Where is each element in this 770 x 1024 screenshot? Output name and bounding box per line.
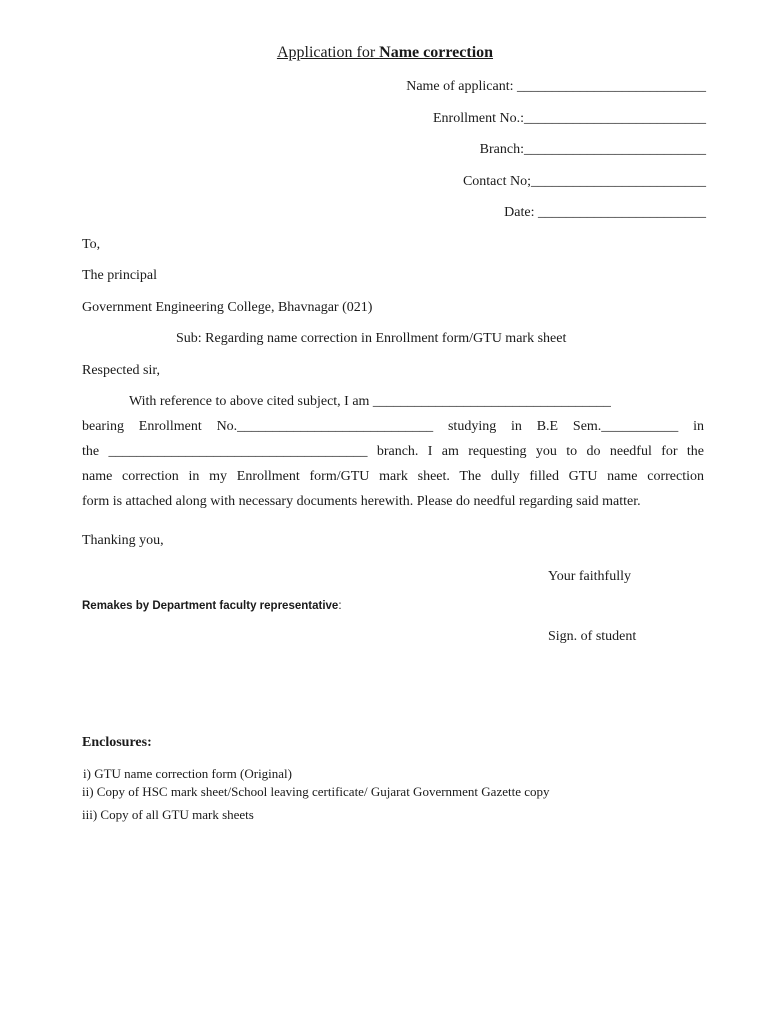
body-line-2: bearing Enrollment No.____________________________ studying in B.E Sem.___________ in	[82, 419, 704, 434]
branch-field: Branch:__________________________	[479, 142, 706, 157]
body-line-5: form is attached along with necessary documents herewith. Please do needful regarding said matter.	[82, 494, 641, 509]
remarks-label-text: Remakes by Department faculty representative	[82, 600, 339, 612]
body-line-4: name correction in my Enrollment form/GTU mark sheet. The dully filled GTU name correction	[82, 469, 704, 484]
salutation: Respected sir,	[82, 363, 160, 378]
page-title	[0, 44, 770, 62]
enrollment-field: Enrollment No.:__________________________	[433, 111, 706, 126]
enclosure-item-3: iii) Copy of all GTU mark sheets	[82, 807, 254, 822]
thanking-line: Thanking you,	[82, 533, 164, 548]
enclosure-item-1: i) GTU name correction form (Original)	[83, 766, 293, 781]
remarks-colon: :	[338, 600, 342, 612]
subject-line: Sub: Regarding name correction in Enrollment form/GTU mark sheet	[176, 331, 567, 346]
faithfully-line: Your faithfully	[548, 569, 631, 584]
to-line: To,	[82, 237, 101, 252]
enclosures-heading: Enclosures:	[82, 735, 152, 750]
body-line-3: the _____________________________________ branch. I am requesting you to do needful for the	[82, 444, 704, 459]
remarks-label	[82, 600, 342, 612]
contact-field: Contact No;_________________________	[462, 174, 706, 189]
applicant-name-field: Name of applicant: ___________________________	[406, 79, 706, 94]
recipient-line: The principal	[82, 268, 158, 283]
title-bold: Name correction	[379, 44, 494, 61]
enclosure-item-2: ii) Copy of HSC mark sheet/School leaving certificate/ Gujarat Government Gazette copy	[82, 784, 550, 799]
body-line-1: With reference to above cited subject, I am __________________________________	[129, 394, 611, 409]
college-line: Government Engineering College, Bhavnagar (021)	[82, 300, 373, 315]
signature-line: Sign. of student	[548, 629, 637, 644]
date-field: Date: ________________________	[504, 205, 706, 220]
title-prefix: Application for	[276, 44, 380, 61]
